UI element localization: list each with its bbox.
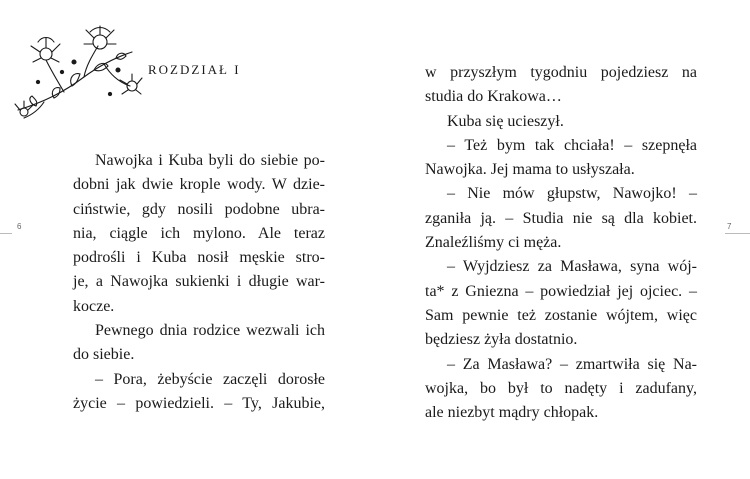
- page-rule: [725, 233, 750, 234]
- text-line: Znaleźliśmy ci męża.: [425, 234, 562, 252]
- text-line: podrośli i Kuba nosił męskie stro-: [73, 249, 325, 267]
- text-line: – Nie mów głupstw, Nawojko! –: [447, 185, 697, 203]
- text-line: studia do Krakowa…: [425, 88, 562, 106]
- text-line: będziesz żyła dostatnio.: [425, 331, 578, 349]
- text-line: – Pora, żebyście zaczęli dorosłe: [95, 370, 325, 388]
- page-number: 6: [17, 222, 22, 231]
- text-line: życie – powiedzieli. – Ty, Jakubie,: [73, 394, 325, 412]
- page-number: 7: [727, 222, 732, 231]
- left-page-text: [73, 149, 325, 416]
- text-line: ciństwie, gdy nosili podobne ubra-: [73, 200, 325, 218]
- text-line: Pewnego dnia rodzice wezwali ich: [95, 322, 325, 340]
- right-page-text: [425, 61, 697, 425]
- text-line: nia, ciągle ich mylono. Ale teraz: [73, 224, 325, 242]
- text-line: Nawojka. Jej mama to usłyszała.: [425, 161, 635, 179]
- text-line: Nawojka i Kuba byli do siebie po-: [95, 152, 325, 169]
- text-line: Sam pewnie też zostanie wójtem, więc: [425, 306, 697, 324]
- text-line: – Wyjdziesz za Masława, syna wój-: [447, 258, 697, 276]
- text-line: wojka, bo był to nadęty i zadufany,: [425, 379, 697, 397]
- text-line: w przyszłym tygodniu pojedziesz na: [425, 64, 697, 81]
- text-line: kocze.: [73, 297, 115, 315]
- page-rule: [0, 233, 12, 234]
- text-line: dobni jak dwie krople wody. W dzie-: [73, 176, 325, 194]
- text-line: Kuba się ucieszył.: [447, 112, 564, 130]
- text-line: – Za Masława? – zmartwiła się Na-: [447, 355, 697, 373]
- text-line: ta* z Gniezna – powiedział jej ojciec. –: [425, 282, 697, 300]
- text-line: – Też bym tak chciała! – szepnęła: [447, 136, 697, 154]
- text-line: ale niezbyt mądry chłopak.: [425, 404, 599, 422]
- text-line: zganiła ją. – Studia nie są dla kobiet.: [425, 209, 697, 227]
- chapter-title: ROZDZIAŁ I: [148, 62, 241, 77]
- text-line: je, a Nawojka sukienki i długie war-: [73, 273, 325, 291]
- right-page: [375, 0, 750, 479]
- text-line: do siebie.: [73, 346, 135, 364]
- floral-ornament-icon: [14, 22, 144, 122]
